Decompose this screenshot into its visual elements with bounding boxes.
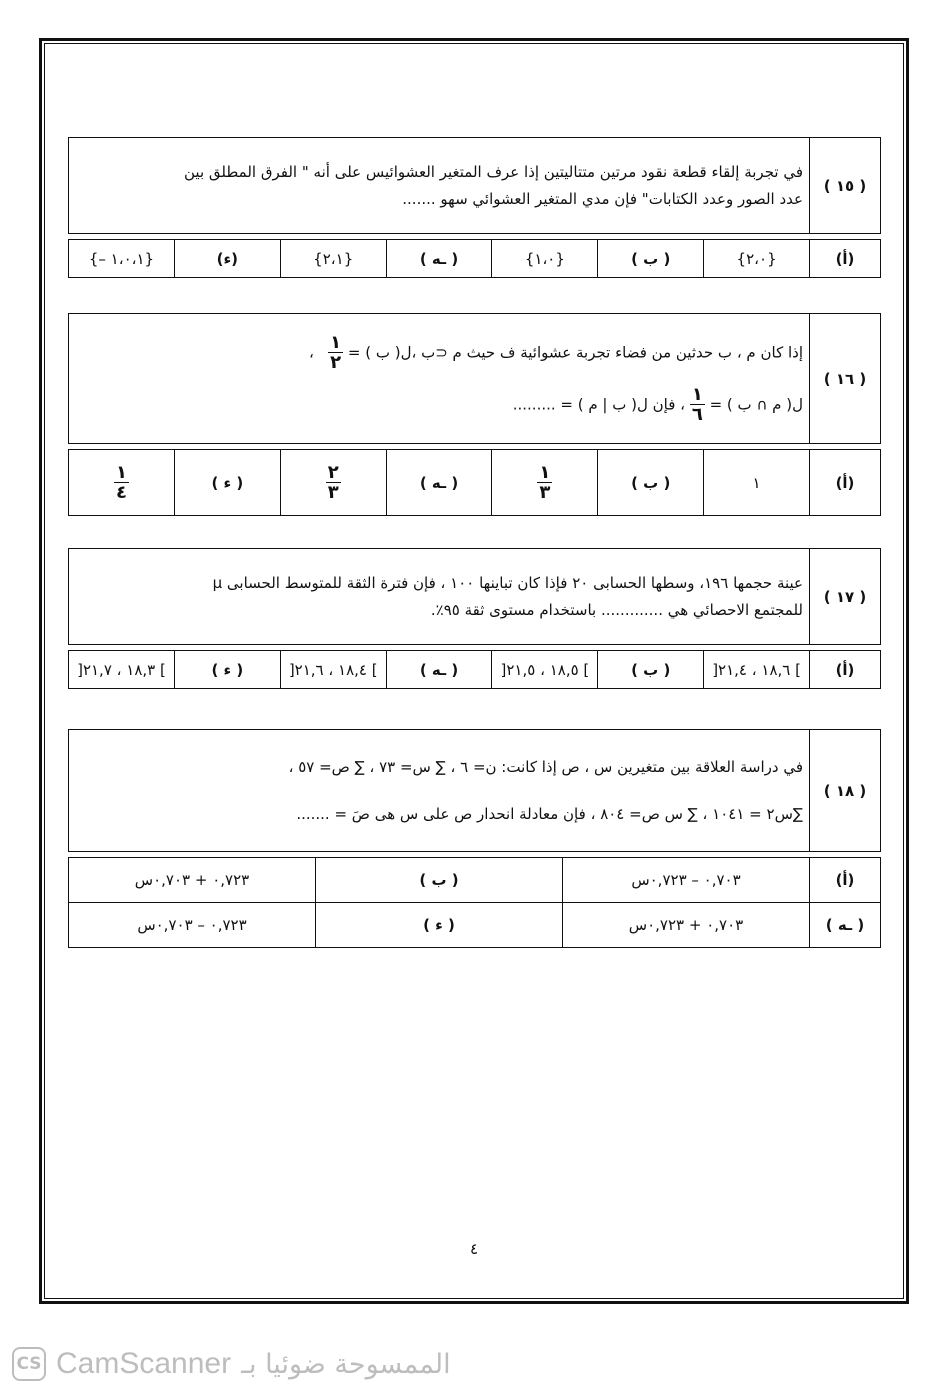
option-value-b[interactable]: ] ١٨,٥ ، ٢١,٥[: [492, 651, 598, 689]
option-label-b[interactable]: ( ب ): [598, 651, 704, 689]
stem-line: إذا كان م ، ب حدثين من فضاء تجربة عشوائية ف حيث م ⊂ب ،ل( ب ) = $\frac{١}{٢}$ ،: [308, 331, 803, 373]
option-value-c[interactable]: {٢،١}: [280, 240, 386, 278]
option-label-a[interactable]: (أ): [810, 450, 881, 516]
option-label-a[interactable]: (أ): [810, 858, 881, 903]
option-value-d[interactable]: ] ١٨,٣ ، ٢١,٧[: [69, 651, 175, 689]
option-label-b[interactable]: ( ب ): [598, 240, 704, 278]
question-number: ( ١٨ ): [810, 730, 881, 852]
question-number: ( ١٦ ): [810, 314, 881, 444]
question-18: [68, 729, 881, 948]
camscanner-logo-icon: CS: [12, 1347, 46, 1381]
stem-line: ل( م ∩ ب ) = $\frac{١}{٦}$ ، فإن ل( ب | م ) = .........: [512, 383, 803, 425]
question-18-table: [68, 729, 881, 948]
question-16-table: [68, 313, 881, 516]
option-value-c[interactable]: $\frac{٢}{٣}$: [280, 450, 386, 516]
option-value-a[interactable]: ١: [704, 450, 810, 516]
question-number: ( ١٥ ): [810, 138, 881, 234]
option-label-c[interactable]: ( ـه ): [386, 651, 492, 689]
question-15-table: [68, 137, 881, 278]
question-stem: [69, 549, 810, 645]
stem-line: للمجتمع الاحصائي هي ............. باستخدام مستوى ثقة ٩٥٪.: [430, 600, 803, 619]
question-17-table: [68, 548, 881, 689]
camscanner-arabic-caption: الممسوحة ضوئيا بـ: [241, 1348, 451, 1380]
camscanner-brand: CamScanner: [56, 1347, 232, 1380]
question-stem: [69, 314, 810, 444]
stem-line: في تجربة إلقاء قطعة نقود مرتين متتاليتين إذا عرف المتغير العشوائيس على أنه " الفرق المطلق بين: [184, 163, 803, 182]
stem-line: عينة حجمها ١٩٦، وسطها الحسابى ٢٠ فإذا كان تباينها ١٠٠ ، فإن فترة الثقة للمتوسط الحسابى μ: [212, 574, 803, 593]
option-label-b[interactable]: ( ب ): [598, 450, 704, 516]
option-value-a[interactable]: ] ١٨,٦ ، ٢١,٤[: [704, 651, 810, 689]
option-label-b[interactable]: ( ب ): [316, 858, 563, 903]
option-value-d[interactable]: $\frac{١}{٤}$: [69, 450, 175, 516]
question-17: [68, 548, 881, 689]
fraction: $\frac{١}{٢}$: [330, 331, 342, 373]
option-value-a[interactable]: ٠,٧٠٣ – ٠,٧٢٣س: [563, 858, 810, 903]
option-label-d[interactable]: ( ء ): [316, 903, 563, 948]
option-value-b[interactable]: {١،٠}: [492, 240, 598, 278]
question-stem: [69, 730, 810, 852]
option-label-a[interactable]: (أ): [810, 240, 881, 278]
option-value-d[interactable]: ٠,٧٢٣ – ٠,٧٠٣س: [69, 903, 316, 948]
option-value-d[interactable]: {١،٠،١ –}: [69, 240, 175, 278]
option-value-c[interactable]: ] ١٨,٤ ، ٢١,٦[: [280, 651, 386, 689]
camscanner-watermark: [12, 1344, 451, 1384]
option-value-c[interactable]: ٠,٧٠٣ + ٠,٧٢٣س: [563, 903, 810, 948]
question-16: [68, 313, 881, 516]
question-15: [68, 137, 881, 278]
option-label-d[interactable]: (ء): [174, 240, 280, 278]
page-number: ٤: [469, 1240, 479, 1258]
option-label-c[interactable]: ( ـه ): [386, 450, 492, 516]
fraction: $\frac{١}{٦}$: [691, 383, 703, 425]
option-label-c[interactable]: ( ـه ): [810, 903, 881, 948]
option-label-c[interactable]: ( ـه ): [386, 240, 492, 278]
question-number: ( ١٧ ): [810, 549, 881, 645]
option-label-d[interactable]: ( ء ): [174, 651, 280, 689]
question-stem: [69, 138, 810, 234]
option-value-a[interactable]: {٢،٠}: [704, 240, 810, 278]
option-value-b[interactable]: ٠,٧٢٣ + ٠,٧٠٣س: [69, 858, 316, 903]
option-label-d[interactable]: ( ء ): [174, 450, 280, 516]
option-label-a[interactable]: (أ): [810, 651, 881, 689]
stem-line: في دراسة العلاقة بين متغيرين س ، ص إذا كانت: ن= ٦ ، ∑ س= ٧٣ ، ∑ ص= ٥٧ ،: [288, 757, 803, 776]
stem-line: ∑س٢ = ١٠٤١ ، ∑ س ص= ٨٠٤ ، فإن معادلة انحدار ص على س هى صَ = .......: [296, 804, 803, 823]
stem-line: عدد الصور وعدد الكتابات" فإن مدي المتغير العشوائي سهو .......: [402, 189, 803, 208]
option-value-b[interactable]: $\frac{١}{٣}$: [492, 450, 598, 516]
